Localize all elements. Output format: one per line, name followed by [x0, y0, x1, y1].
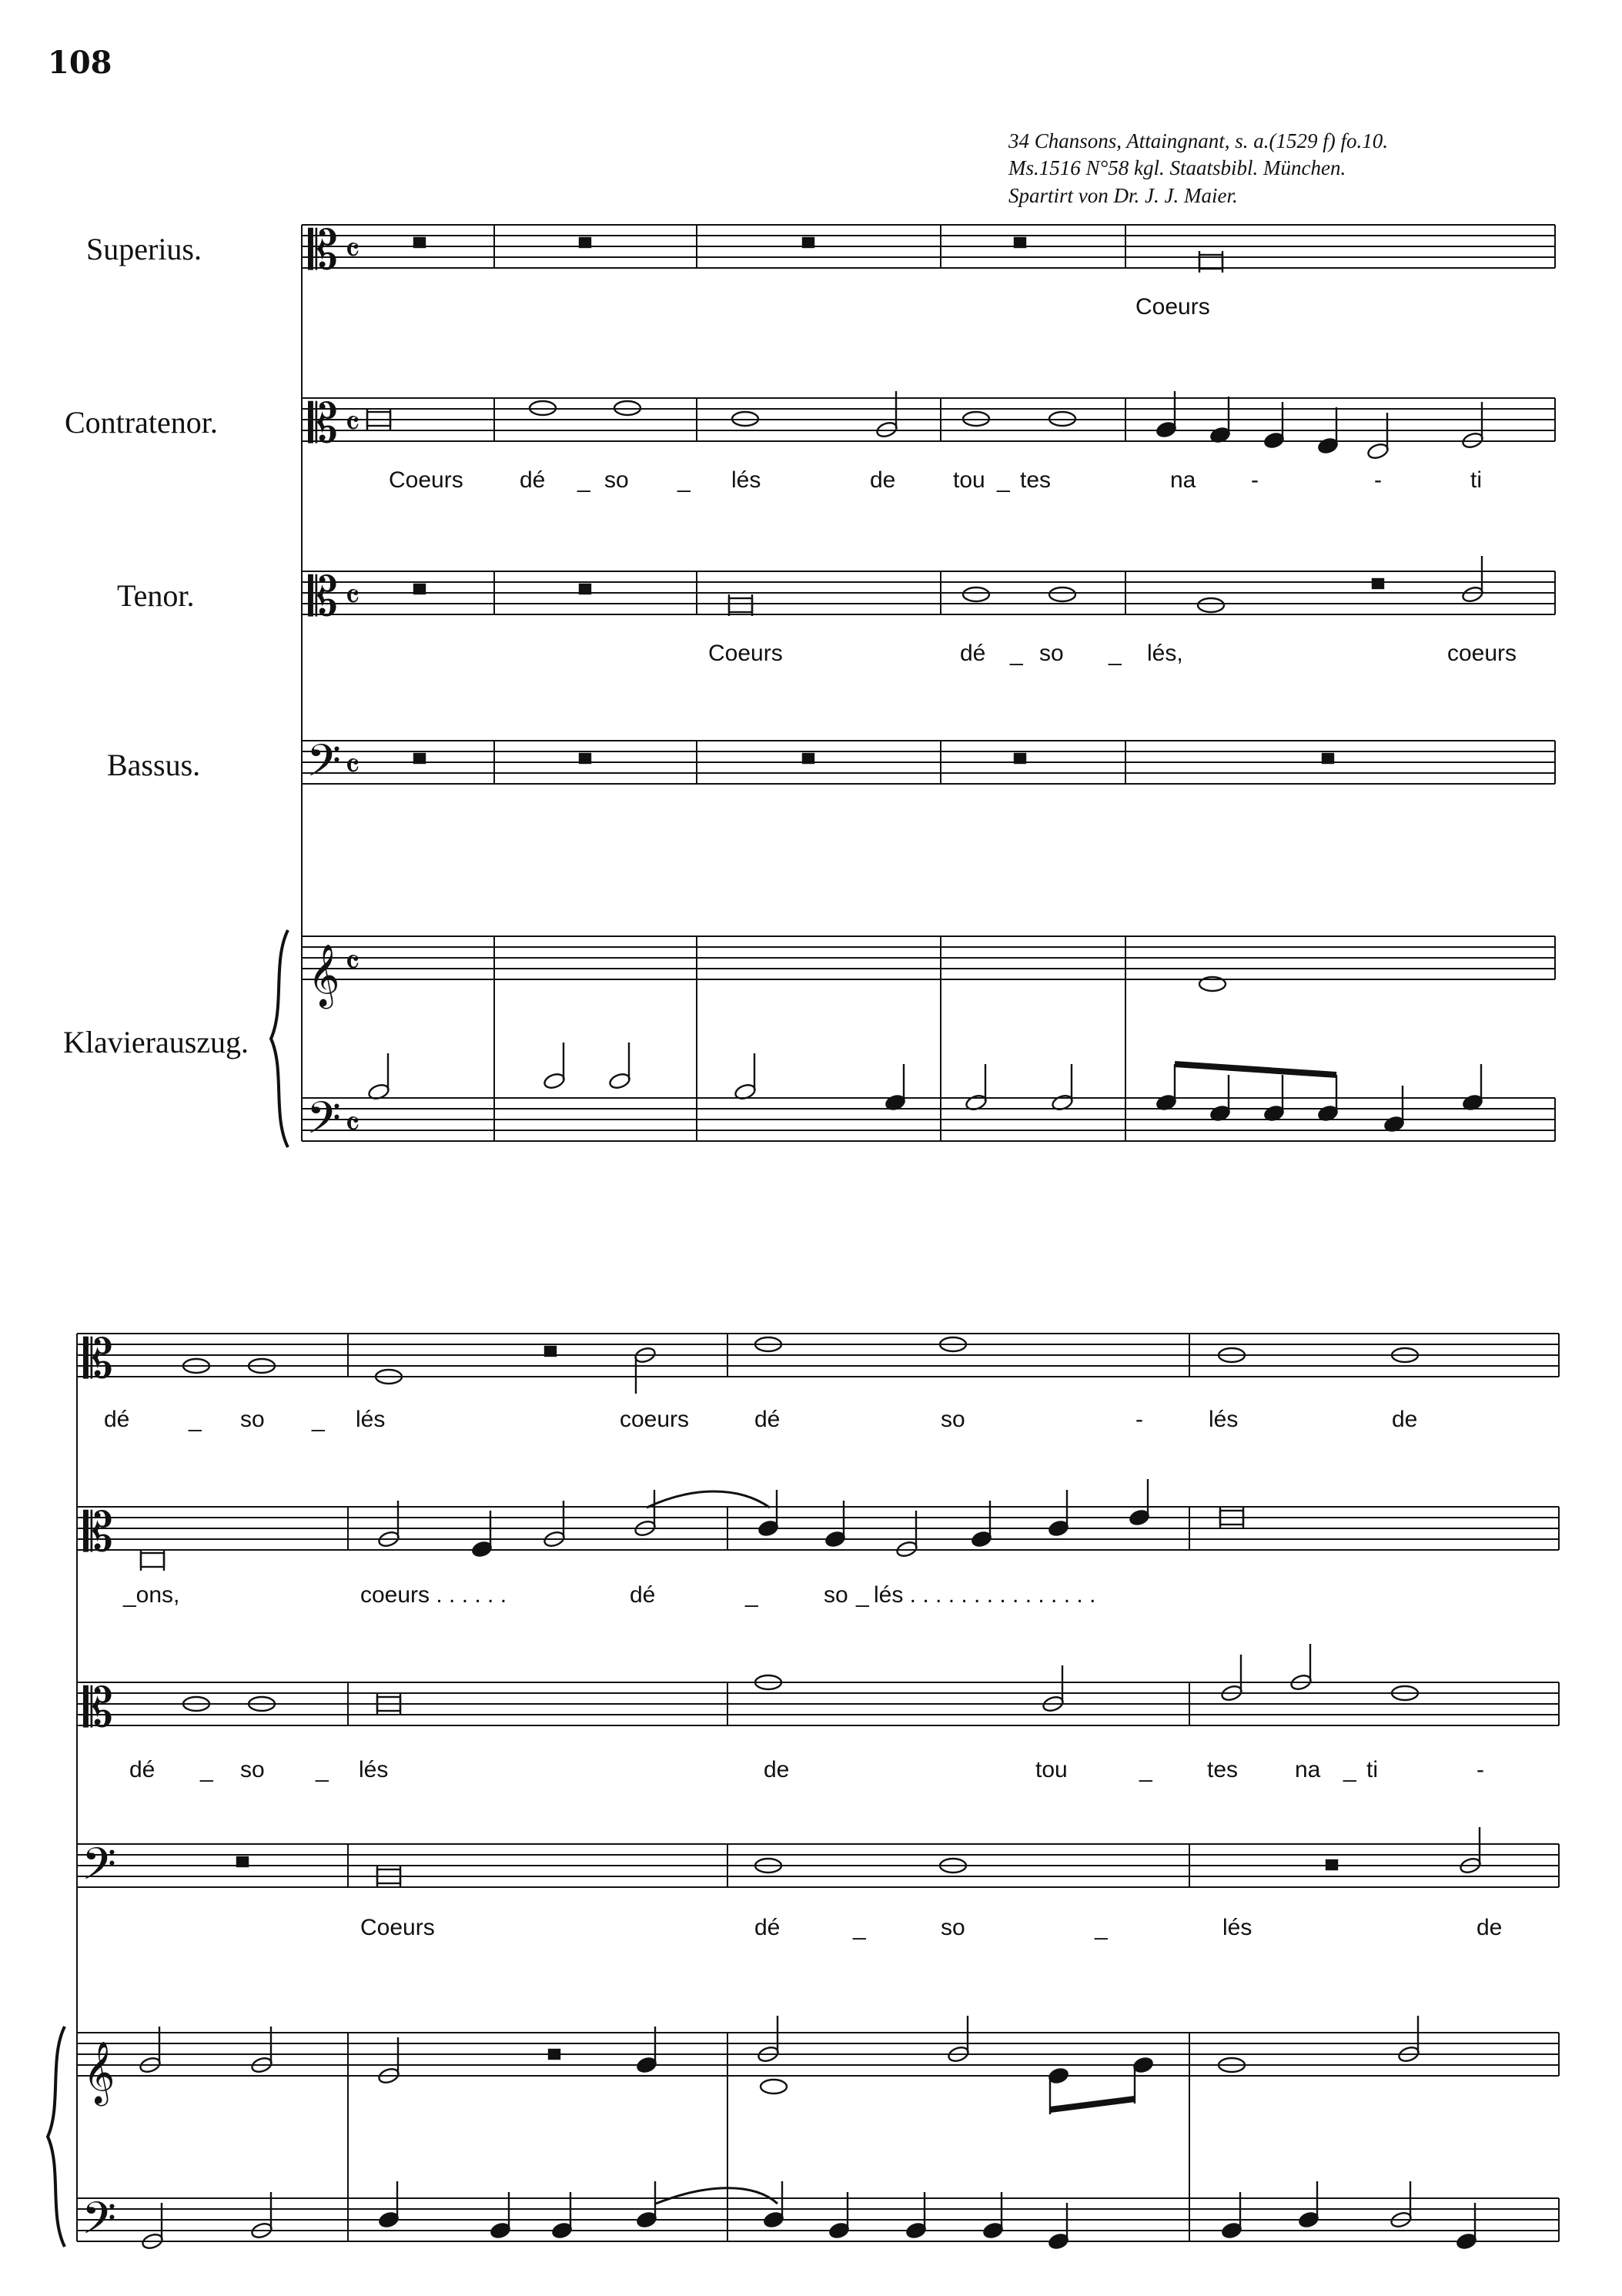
rest: [580, 584, 590, 594]
lyric: _: [1010, 641, 1023, 666]
time-signature-icon: 𝄴: [345, 943, 360, 982]
clef-icon: 𝄡: [83, 1327, 114, 1391]
lyric: _: [316, 1757, 329, 1782]
rest: [1015, 754, 1025, 763]
lyric: de: [870, 467, 896, 493]
tie: [656, 2188, 778, 2204]
breve-note: [729, 598, 752, 612]
lyric: so: [604, 467, 629, 493]
lyric: so: [941, 1915, 965, 1940]
lyric: lés . . . . . . . . . . . . . . .: [874, 1582, 1096, 1608]
rest: [545, 1347, 556, 1356]
lyric: coeurs: [620, 1407, 690, 1432]
lyric: -: [1135, 1407, 1143, 1432]
lyric: so: [941, 1407, 965, 1432]
lyric: dé: [104, 1407, 130, 1432]
half-note: [1461, 585, 1484, 604]
rest: [549, 2050, 560, 2059]
lyric: dé: [754, 1915, 781, 1940]
lyric: dé: [630, 1582, 656, 1608]
half-note: [1366, 442, 1390, 460]
lyric: _: [189, 1407, 202, 1432]
lyric: dé: [754, 1407, 781, 1432]
lyric: so: [240, 1757, 265, 1782]
rest: [1326, 1860, 1337, 1869]
voice-label-bassus: Bassus.: [107, 748, 201, 782]
piano-brace: [48, 2027, 65, 2247]
rest: [414, 754, 425, 763]
lyric: so: [824, 1582, 848, 1608]
lyric: na: [1295, 1757, 1321, 1782]
tie: [647, 1491, 770, 1508]
clef-icon: 𝄢: [82, 2192, 117, 2255]
lyric: _: [577, 467, 590, 493]
time-signature-icon: 𝄴: [345, 404, 360, 443]
lyric: ti: [1366, 1757, 1378, 1782]
lyric: tes: [1020, 467, 1052, 493]
source-line-3: Spartirt von Dr. J. J. Maier.: [1008, 184, 1238, 207]
rest: [803, 238, 814, 247]
rest: [414, 584, 425, 594]
lyric: lés: [359, 1757, 389, 1782]
beam: [1175, 1064, 1336, 1075]
lyric: dé: [129, 1757, 156, 1782]
lyric: lés: [731, 467, 761, 493]
lyric: _: [200, 1757, 213, 1782]
lyric: de: [764, 1757, 790, 1782]
breve-note: [141, 1553, 164, 1567]
lyric: de: [1392, 1407, 1418, 1432]
lyric: _: [312, 1407, 325, 1432]
lyric: _: [1343, 1757, 1356, 1782]
whole-note: [963, 587, 989, 601]
lyric: tou: [1035, 1757, 1068, 1782]
rest: [1373, 579, 1383, 588]
clef-icon: 𝄡: [308, 392, 339, 455]
rest: [1323, 754, 1333, 763]
lyric: lés,: [1147, 641, 1183, 666]
lyric: -: [1251, 467, 1259, 493]
lyric: _: [856, 1582, 869, 1608]
lyric: tes: [1207, 1757, 1239, 1782]
lyric: dé: [520, 467, 546, 493]
lyric: _: [1139, 1757, 1152, 1782]
clef-icon: 𝄢: [82, 1838, 117, 1901]
whole-note: [1049, 587, 1075, 601]
rest: [580, 754, 590, 763]
lyric: _: [1095, 1915, 1108, 1940]
voice-label-klavierauszug: Klavierauszug.: [63, 1025, 249, 1059]
rest: [414, 238, 425, 247]
lyric: lés: [356, 1407, 386, 1432]
time-signature-icon: 𝄴: [345, 231, 360, 270]
lyric: _: [997, 467, 1010, 493]
lyric: _: [745, 1582, 758, 1608]
lyric: _: [677, 467, 691, 493]
clef-icon: 𝄢: [306, 735, 342, 798]
whole-note: [1198, 598, 1224, 612]
clef-icon: 𝄞: [83, 2040, 115, 2104]
rest: [803, 754, 814, 763]
lyric: dé: [960, 641, 986, 666]
voice-label-tenor: Tenor.: [117, 578, 195, 613]
lyric: de: [1477, 1915, 1503, 1940]
lyric: _: [853, 1915, 866, 1940]
time-signature-icon: 𝄴: [345, 747, 360, 786]
source-line-2: Ms.1516 N°58 kgl. Staatsbibl. München.: [1008, 156, 1346, 179]
half-note: [543, 1072, 566, 1090]
lyric: ti: [1470, 467, 1482, 493]
lyric: Coeurs: [1135, 294, 1210, 320]
lyric: Coeurs: [360, 1915, 435, 1940]
lyric: -: [1477, 1757, 1484, 1782]
voice-label-contratenor: Contratenor.: [65, 405, 218, 440]
lyric: lés: [1222, 1915, 1252, 1940]
clef-icon: 𝄢: [306, 1092, 342, 1155]
lyric: _ons,: [123, 1582, 180, 1608]
lyric: coeurs: [1447, 641, 1517, 666]
lyric: coeurs . . . . . .: [360, 1582, 507, 1608]
clef-icon: 𝄡: [308, 219, 339, 282]
time-signature-icon: 𝄴: [345, 1105, 360, 1144]
half-note: [608, 1072, 631, 1090]
rest: [237, 1857, 248, 1866]
beam: [1050, 2099, 1135, 2110]
clef-icon: 𝄡: [83, 1676, 114, 1739]
clef-icon: 𝄡: [83, 1501, 114, 1564]
clef-icon: 𝄞: [308, 943, 340, 1006]
lyric: na: [1170, 467, 1196, 493]
voice-label-superius: Superius.: [86, 232, 202, 266]
piano-brace: [271, 930, 288, 1147]
lyric: _: [1109, 641, 1122, 666]
lyric: -: [1374, 467, 1382, 493]
lyric: Coeurs: [389, 467, 463, 493]
lyric: so: [1039, 641, 1064, 666]
lyric: lés: [1209, 1407, 1239, 1432]
rest: [580, 238, 590, 247]
whole-note: [761, 2080, 787, 2094]
lyric: Coeurs: [708, 641, 783, 666]
page-number: 108: [48, 45, 112, 81]
lyric: tou: [953, 467, 985, 493]
lyric: so: [240, 1407, 265, 1432]
clef-icon: 𝄡: [308, 565, 339, 628]
source-line-1: 34 Chansons, Attaingnant, s. a.(1529 f) fo.10.: [1008, 129, 1389, 152]
rest: [1015, 238, 1025, 247]
time-signature-icon: 𝄴: [345, 577, 360, 617]
